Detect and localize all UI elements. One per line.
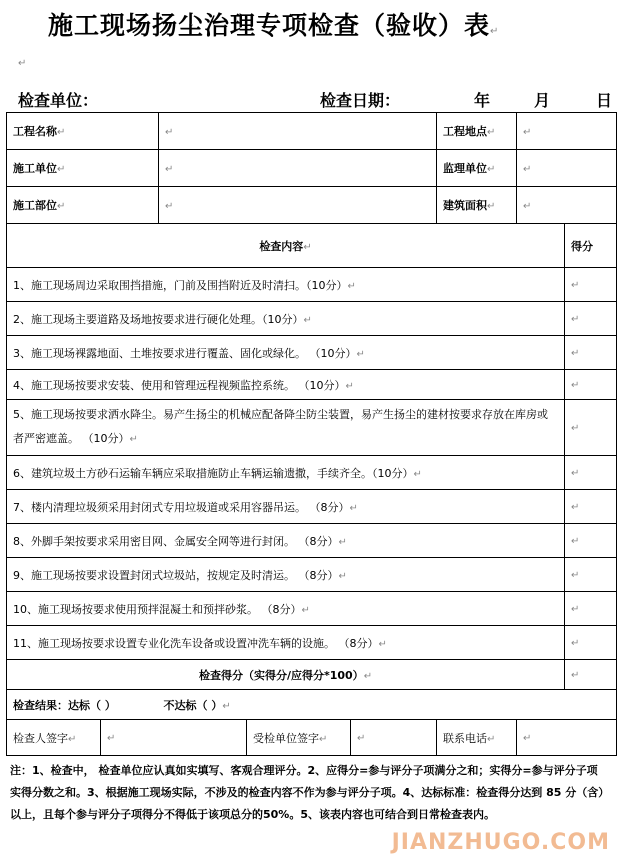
item-row xyxy=(7,336,617,370)
inspection-table xyxy=(6,112,617,756)
item-text: 1、施工现场周边采取围挡措施，门前及围挡附近及时清扫。（10分）↵ xyxy=(7,268,565,302)
item-text: 9、施工现场按要求设置封闭式垃圾站，按规定及时清运。 （8分）↵ xyxy=(7,558,565,592)
site-watermark: JIANZHUGO.COM xyxy=(391,830,610,855)
item-score-field[interactable]: ↵ xyxy=(565,490,617,524)
paragraph-mark-icon: ↵ xyxy=(18,58,27,69)
construction-part-field[interactable]: ↵ xyxy=(159,187,437,224)
inspector-signature-label: 检查人签字↵ xyxy=(7,720,101,756)
phone-field[interactable]: ↵ xyxy=(517,720,617,756)
total-score-row xyxy=(7,660,617,690)
project-location-field[interactable]: ↵ xyxy=(517,113,617,150)
item-row xyxy=(7,456,617,490)
item-row xyxy=(7,302,617,336)
result-cell: 检查结果：达标（ ） 不达标（ ）↵ xyxy=(7,690,617,720)
item-text: 2、施工现场主要道路及场地按要求进行硬化处理。（10分）↵ xyxy=(7,302,565,336)
item-score-field[interactable]: ↵ xyxy=(565,370,617,400)
total-score-field[interactable]: ↵ xyxy=(565,660,617,690)
item-row xyxy=(7,370,617,400)
inspector-signature-field[interactable]: ↵ xyxy=(101,720,247,756)
item-text: 10、施工现场按要求使用预拌混凝土和预拌砂浆。 （8分）↵ xyxy=(7,592,565,626)
construction-part-label: 施工部位↵ xyxy=(7,187,159,224)
inspected-unit-signature-label: 受检单位签字↵ xyxy=(247,720,351,756)
supervision-unit-label: 监理单位↵ xyxy=(437,150,517,187)
item-text: 5、施工现场按要求洒水降尘。易产生扬尘的机械应配备降尘防尘装置，易产生扬尘的建材按要求存放在库房或者严密遮盖。 （10分）↵ xyxy=(7,400,565,456)
date-day: 日 xyxy=(596,91,613,110)
item-score-field[interactable]: ↵ xyxy=(565,400,617,456)
project-name-label: 工程名称↵ xyxy=(7,113,159,150)
paragraph-mark-icon: ↵ xyxy=(490,26,500,37)
document-title xyxy=(48,6,608,42)
info-row xyxy=(7,187,617,224)
info-row xyxy=(7,113,617,150)
item-row xyxy=(7,490,617,524)
date-year: 年 xyxy=(474,91,491,110)
item-text: 8、外脚手架按要求采用密目网、金属安全网等进行封闭。 （8分）↵ xyxy=(7,524,565,558)
item-text: 3、施工现场裸露地面、土堆按要求进行覆盖、固化或绿化。 （10分）↵ xyxy=(7,336,565,370)
inspection-header xyxy=(18,88,618,110)
building-area-label: 建筑面积↵ xyxy=(437,187,517,224)
title-text: 施工现场扬尘治理专项检查（验收）表 xyxy=(48,11,491,40)
construction-unit-field[interactable]: ↵ xyxy=(159,150,437,187)
date-month: 月 xyxy=(534,91,551,110)
signature-row xyxy=(7,720,617,756)
construction-unit-label: 施工单位↵ xyxy=(7,150,159,187)
item-row xyxy=(7,626,617,660)
score-header: 得分 xyxy=(565,224,617,268)
item-score-field[interactable]: ↵ xyxy=(565,592,617,626)
item-score-field[interactable]: ↵ xyxy=(565,336,617,370)
phone-label: 联系电话↵ xyxy=(437,720,517,756)
item-row xyxy=(7,524,617,558)
content-header: 检查内容↵ xyxy=(7,224,565,268)
item-score-field[interactable]: ↵ xyxy=(565,626,617,660)
item-row xyxy=(7,558,617,592)
item-score-field[interactable]: ↵ xyxy=(565,456,617,490)
item-text: 7、楼内清理垃圾须采用封闭式专用垃圾道或采用容器吊运。 （8分）↵ xyxy=(7,490,565,524)
building-area-field[interactable]: ↵ xyxy=(517,187,617,224)
total-score-label: 检查得分（实得分/应得分*100）↵ xyxy=(7,660,565,690)
inspection-unit-label: 检查单位： xyxy=(18,91,99,110)
item-score-field[interactable]: ↵ xyxy=(565,268,617,302)
item-row xyxy=(7,592,617,626)
item-text: 6、建筑垃圾土方砂石运输车辆应采取措施防止车辆运输遗撒，手续齐全。（10分）↵ xyxy=(7,456,565,490)
item-score-field[interactable]: ↵ xyxy=(565,524,617,558)
inspected-unit-signature-field[interactable]: ↵ xyxy=(351,720,437,756)
item-row xyxy=(7,400,617,456)
inspection-date-label: 检查日期： xyxy=(320,91,401,110)
item-row xyxy=(7,268,617,302)
result-row xyxy=(7,690,617,720)
supervision-unit-field[interactable]: ↵ xyxy=(517,150,617,187)
item-score-field[interactable]: ↵ xyxy=(565,558,617,592)
item-text: 4、施工现场按要求安装、使用和管理远程视频监控系统。 （10分）↵ xyxy=(7,370,565,400)
result-fail[interactable]: 不达标（ ） xyxy=(163,698,223,712)
info-row xyxy=(7,150,617,187)
item-score-field[interactable]: ↵ xyxy=(565,302,617,336)
notes-paragraph: 注：1、检查中， 检查单位应认真如实填写、客观合理评分。2、应得分=参与评分子项满分之和；实得分=参与评分子项实得分数之和。3、根据施工现场实际，不涉及的检查内容不作为参与评分子项。4、达标标准：检查得分达到 85 分（含）以上，且每个参与评分子项得分不得低于该项总分的50%。5、该表内容也可结合到日常检查表内。 xyxy=(10,764,604,821)
project-location-label: 工程地点↵ xyxy=(437,113,517,150)
content-header-row xyxy=(7,224,617,268)
project-name-field[interactable]: ↵ xyxy=(159,113,437,150)
result-pass[interactable]: 检查结果：达标（ ） xyxy=(13,698,116,712)
item-text: 11、施工现场按要求设置专业化洗车设备或设置冲洗车辆的设施。 （8分）↵ xyxy=(7,626,565,660)
